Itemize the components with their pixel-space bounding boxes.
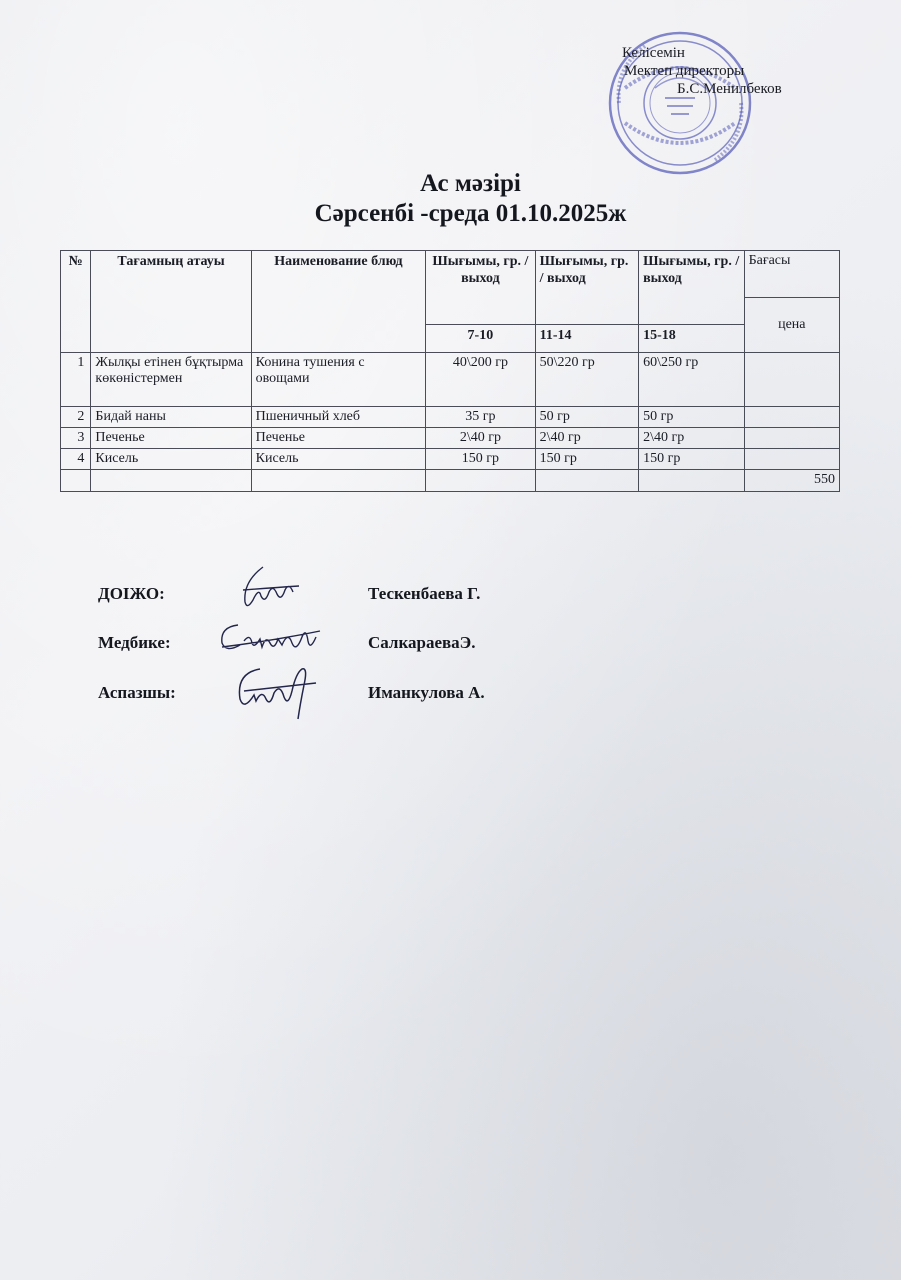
menu-date-title: Сәрсенбі -среда 01.10.2025ж — [314, 200, 627, 227]
header-name-kz: Тағамның атауы — [91, 251, 251, 353]
table-total-row — [61, 470, 840, 492]
row-name-ru: Конина тушения с овощами — [251, 353, 425, 407]
row-num: 1 — [61, 353, 91, 407]
row-yield-2: 50\220 гр — [535, 353, 638, 407]
row-price — [744, 407, 839, 428]
row-price — [744, 353, 839, 407]
handwritten-signature-2 — [216, 617, 321, 659]
table-row — [61, 407, 840, 428]
table-row — [61, 449, 840, 470]
table-row — [61, 428, 840, 449]
approval-agree: Келісемін — [622, 45, 685, 61]
row-yield-3: 60\250 гр — [639, 353, 744, 407]
menu-title: Ас мәзірі — [420, 170, 521, 197]
row-num: 3 — [61, 428, 91, 449]
row-name-kz: Кисель — [91, 449, 251, 470]
approval-director-name: Б.С.Менилбеков — [677, 81, 782, 97]
row-name-ru: Печенье — [251, 428, 425, 449]
row-num: 2 — [61, 407, 91, 428]
approval-block — [622, 44, 782, 98]
handwritten-signature-1 — [233, 562, 303, 612]
row-yield-3: 50 гр — [639, 407, 744, 428]
row-yield-3: 2\40 гр — [639, 428, 744, 449]
row-yield-1: 2\40 гр — [426, 428, 536, 449]
row-name-kz: Бидай наны — [91, 407, 251, 428]
header-num: № — [61, 251, 91, 353]
header-yield-1: Шығымы, гр. / выход — [426, 251, 536, 325]
row-name-kz: Жылқы етінен бұқтырма көкөністермен — [91, 353, 251, 407]
header-yield-3: Шығымы, гр. / выход — [639, 251, 744, 325]
row-yield-3: 150 гр — [639, 449, 744, 470]
row-price — [744, 428, 839, 449]
row-name-kz: Печенье — [91, 428, 251, 449]
header-age-15-18: 15-18 — [639, 325, 744, 353]
row-yield-2: 2\40 гр — [535, 428, 638, 449]
row-yield-1: 40\200 гр — [426, 353, 536, 407]
menu-table — [60, 250, 840, 492]
row-num: 4 — [61, 449, 91, 470]
signature-role: ДОІЖО: — [98, 584, 165, 603]
table-row — [61, 353, 840, 407]
row-yield-1: 35 гр — [426, 407, 536, 428]
row-yield-2: 150 гр — [535, 449, 638, 470]
row-yield-2: 50 гр — [535, 407, 638, 428]
signature-name: Иманкулова А. — [368, 683, 485, 702]
header-price-ru: цена — [744, 298, 839, 353]
signature-name: Тескенбаева Г. — [368, 584, 481, 603]
row-yield-1: 150 гр — [426, 449, 536, 470]
row-name-ru: Пшеничный хлеб — [251, 407, 425, 428]
header-price-kz: Бағасы — [744, 251, 839, 298]
approval-position: Мектеп директоры — [624, 63, 745, 79]
header-yield-2: Шығымы, гр. / выход — [535, 251, 638, 325]
handwritten-signature-3 — [230, 661, 320, 721]
header-name-ru: Наименование блюд — [251, 251, 425, 353]
signature-name: СалкараеваЭ. — [368, 633, 476, 652]
header-age-7-10: 7-10 — [426, 325, 536, 353]
row-price — [744, 449, 839, 470]
header-age-11-14: 11-14 — [535, 325, 638, 353]
signature-role: Медбике: — [98, 633, 171, 652]
total-price: 550 — [744, 470, 839, 492]
row-name-ru: Кисель — [251, 449, 425, 470]
signature-role: Аспазшы: — [98, 683, 176, 702]
